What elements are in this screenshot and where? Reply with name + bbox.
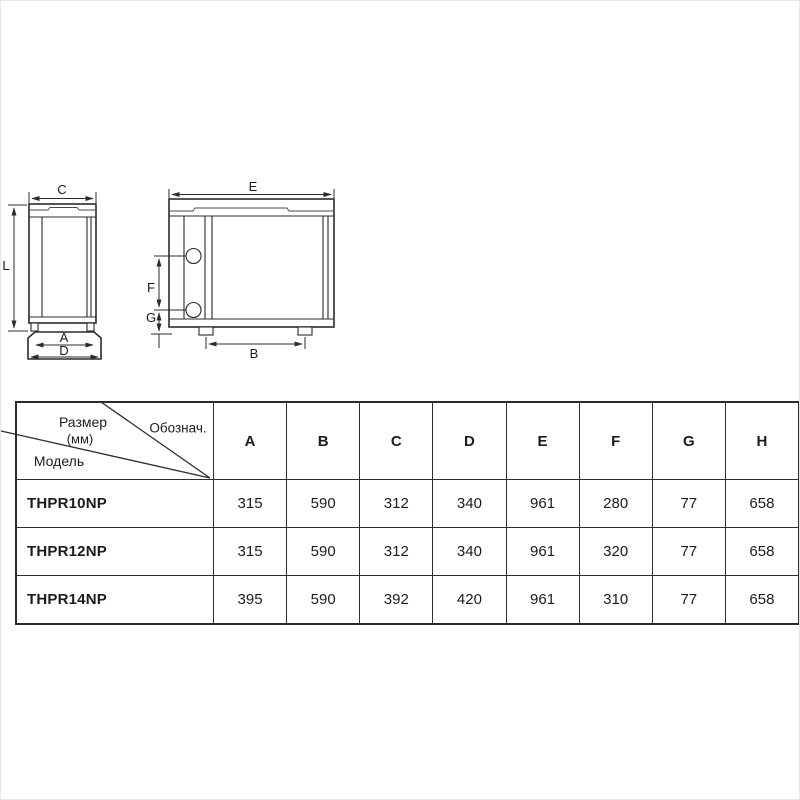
front-view-drawing <box>146 179 334 361</box>
corner-size-label: Размер <box>58 414 108 430</box>
dim-label-a: A <box>59 330 69 345</box>
dimension-value-cell: 315 <box>213 479 286 527</box>
column-header-c: C <box>359 403 432 479</box>
column-header-f: F <box>579 403 652 479</box>
dimension-value-cell: 590 <box>286 527 359 575</box>
dimension-value-cell: 590 <box>286 575 359 623</box>
corner-unit-label: (мм) <box>66 431 94 447</box>
pipe-connection-lower <box>186 303 201 318</box>
dimension-value-cell: 77 <box>652 575 725 623</box>
table-corner-cell <box>17 403 213 479</box>
dimension-value-cell: 312 <box>359 479 432 527</box>
model-name-cell: THPR14NP <box>17 575 213 623</box>
dimension-value-cell: 961 <box>506 575 579 623</box>
column-header-h: H <box>725 403 798 479</box>
dimension-value-cell: 340 <box>432 479 505 527</box>
dimension-value-cell: 310 <box>579 575 652 623</box>
dimension-value-cell: 395 <box>213 575 286 623</box>
dimension-value-cell: 340 <box>432 527 505 575</box>
column-header-b: B <box>286 403 359 479</box>
model-name-cell: THPR10NP <box>17 479 213 527</box>
column-header-d: D <box>432 403 505 479</box>
corner-designation-label: Обознач. <box>149 420 207 436</box>
dimension-value-cell: 77 <box>652 527 725 575</box>
dim-label-g: G <box>145 310 157 325</box>
column-header-g: G <box>652 403 725 479</box>
dimension-value-cell: 961 <box>506 527 579 575</box>
side-view-drawing <box>2 182 101 359</box>
dimensions-table <box>15 401 800 625</box>
dimension-value-cell: 280 <box>579 479 652 527</box>
dimension-value-cell: 961 <box>506 479 579 527</box>
dimension-value-cell: 392 <box>359 575 432 623</box>
dim-label-c: C <box>57 182 67 197</box>
dimension-value-cell: 320 <box>579 527 652 575</box>
dimension-value-cell: 77 <box>652 479 725 527</box>
pipe-connection-upper <box>186 249 201 264</box>
dim-label-f: F <box>147 280 155 295</box>
column-header-a: A <box>213 403 286 479</box>
dimension-value-cell: 315 <box>213 527 286 575</box>
dimension-value-cell: 658 <box>725 479 798 527</box>
column-header-e: E <box>506 403 579 479</box>
dimension-value-cell: 658 <box>725 527 798 575</box>
dim-label-l: L <box>2 258 10 273</box>
dim-label-d: D <box>59 343 69 358</box>
dim-label-e: E <box>248 179 258 194</box>
dimension-value-cell: 658 <box>725 575 798 623</box>
dimension-value-cell: 420 <box>432 575 505 623</box>
dim-label-b: B <box>249 346 259 361</box>
corner-model-label: Модель <box>33 453 85 469</box>
dimension-value-cell: 590 <box>286 479 359 527</box>
dimension-value-cell: 312 <box>359 527 432 575</box>
model-name-cell: THPR12NP <box>17 527 213 575</box>
